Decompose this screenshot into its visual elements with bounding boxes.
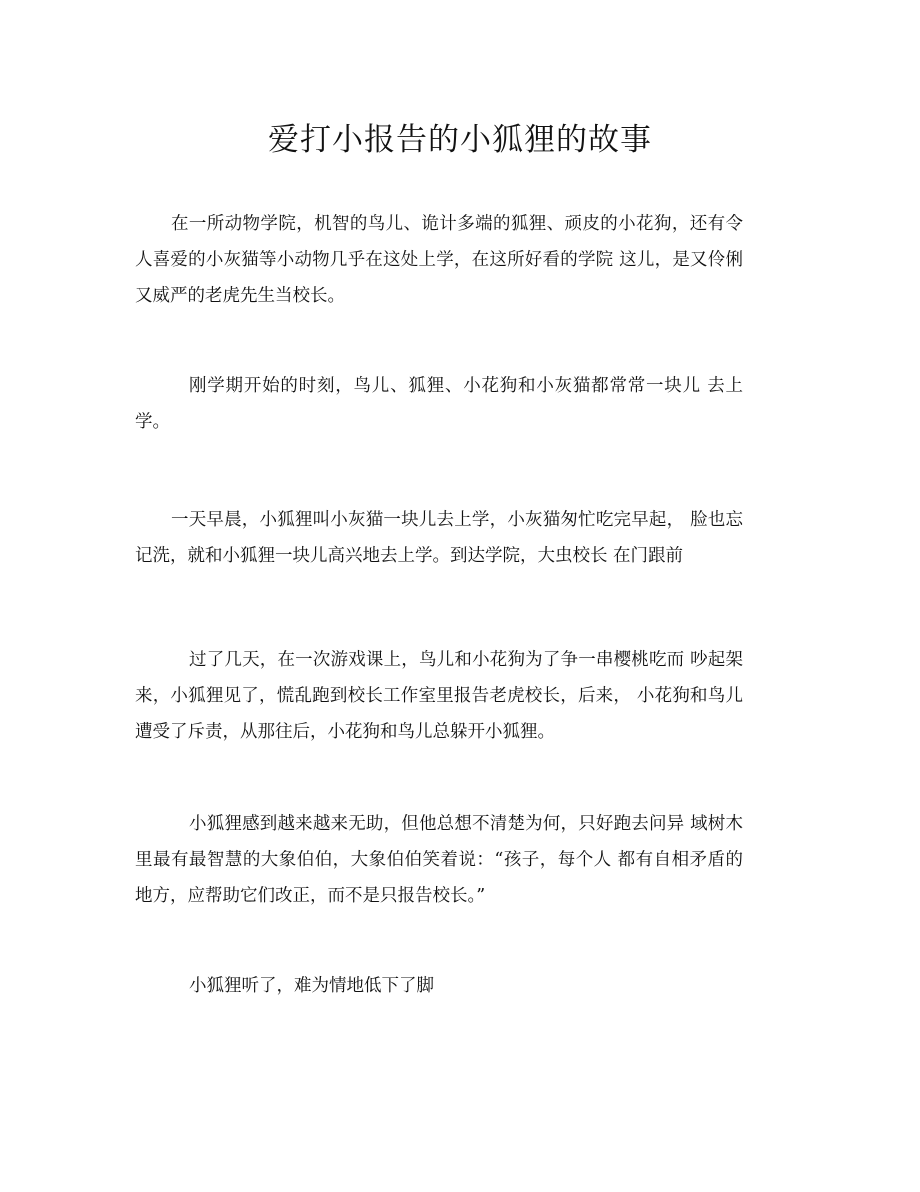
paragraph-6: 小狐狸听了，难为情地低下了脚 [189,976,434,996]
paragraph-5: 小狐狸感到越来越来无助，但他总想不清楚为何，只好跑去问异 域树木里最有最智慧的大象伯伯，大象伯伯笑着说：“孩子，每个人 都有自相矛盾的地方，应帮助它们改正，而不是只报告校长。” [135,814,743,906]
paragraph-1: 在一所动物学院，机智的鸟儿、诡计多端的狐狸、顽皮的小花狗，还有令人喜爱的小灰猫等小动物几乎在这处上学，在这所好看的学院 这儿，是又伶俐又威严的老虎先生当校长。 [135,214,743,306]
document-title: 爱打小报告的小狐狸的故事 [268,122,652,158]
paragraph-3: 一天早晨，小狐狸叫小灰猫一块儿去上学，小灰猫匆忙吃完早起， 脸也忘记洗，就和小狐狸一块儿高兴地去上学。到达学院，大虫校长 在门跟前 [135,510,743,566]
paragraph-4: 过了几天，在一次游戏课上，鸟儿和小花狗为了争一串樱桃吃而 吵起架来，小狐狸见了，慌乱跑到校长工作室里报告老虎校长，后来， 小花狗和鸟儿遭受了斥责，从那往后，小花狗和鸟儿总躲开小狐狸。 [135,650,743,742]
paragraph-2: 刚学期开始的时刻，鸟儿、狐狸、小花狗和小灰猫都常常一块儿 去上学。 [135,376,743,432]
